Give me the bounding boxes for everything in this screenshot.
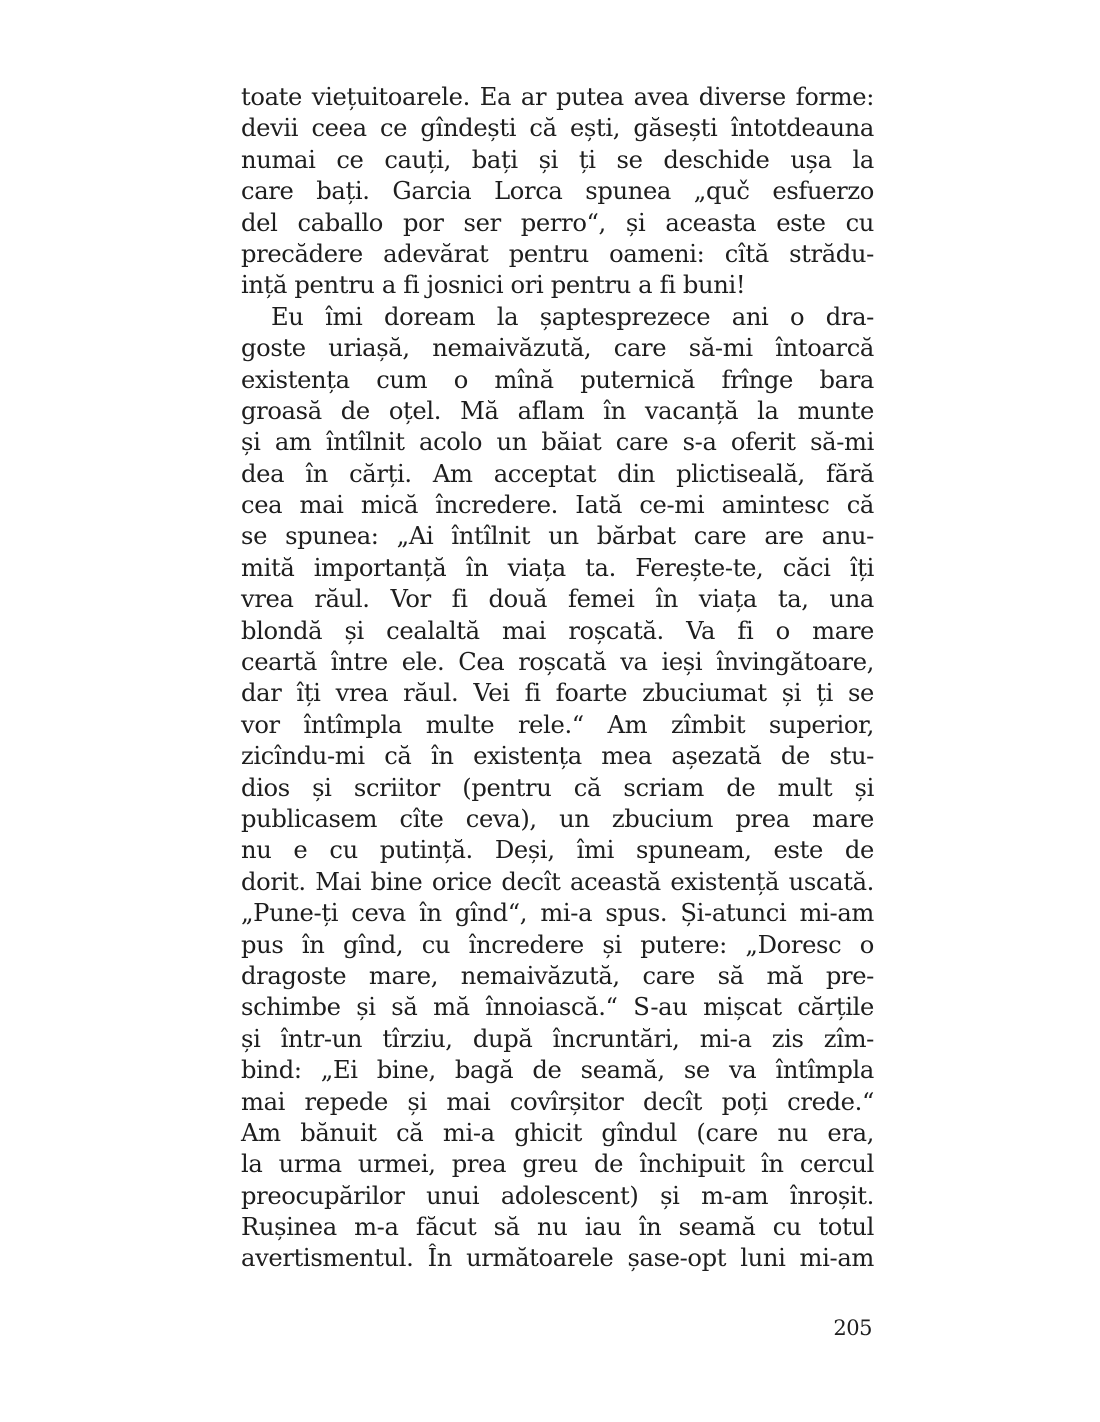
text-line: toate viețuitoarele. Ea ar putea avea diverse forme: [241,83,874,111]
text-line: publicasem cîte ceva), un zbucium prea mare [241,804,874,833]
text-line: devii ceea ce gîndești că ești, găsești întotdeauna [241,114,874,143]
text-line: precădere adevărat pentru oameni: cîtă strădu- [241,239,874,268]
paragraph [241,82,874,302]
text-line: Rușinea m-a făcut să nu iau în seamă cu totul [241,1213,874,1242]
text-line: nu e cu putință. Deși, îmi spuneam, este de [241,836,874,865]
text-line: Am bănuit că mi-a ghicit gîndul (care nu era, [241,1118,874,1147]
text-line: și am întîlnit acolo un băiat care s-a oferit să-mi [241,428,874,457]
paragraph [241,302,874,1275]
text-line: la urma urmei, prea greu de închipuit în cercul [241,1150,874,1179]
text-line: avertismentul. În următoarele șase-opt luni mi-am [241,1244,874,1273]
text-line: Eu îmi doream la șaptesprezece ani o dra- [271,302,874,331]
text-line: vrea răul. Vor fi două femei în viața ta, una [241,585,874,614]
text-line: blondă și cealaltă mai roșcată. Va fi o mare [241,616,874,645]
text-line: cea mai mică încredere. Iată ce-mi amintesc că [241,491,874,520]
text-line: pus în gînd, cu încredere și putere: „Doresc o [241,930,874,959]
text-line: ință pentru a fi josnici ori pentru a fi buni! [241,271,746,300]
text-line: goste uriașă, nemaivăzută, care să-mi întoarcă [241,334,874,363]
text-line: numai ce cauți, bați și ți se deschide ușa la [241,145,874,174]
body-text [241,82,874,1275]
text-line: vor întîmpla multe rele.“ Am zîmbit superior, [241,710,874,739]
text-line: care bați. Garcia Lorca spunea „quč esfuerzo [241,177,874,206]
text-line: mită importanță în viața ta. Ferește-te, căci îți [241,553,874,582]
text-line: mai repede și mai covîrșitor decît poți crede.“ [241,1087,874,1116]
text-line: groasă de oțel. Mă aflam în vacanță la munte [241,396,874,425]
page-number: 205 [833,1316,872,1340]
text-line: existența cum o mînă puternică frînge bara [241,365,874,394]
text-line: ceartă între ele. Cea roșcată va ieși învingătoare, [241,648,874,677]
text-line: dios și scriitor (pentru că scriam de mult și [241,773,874,802]
text-line: se spunea: „Ai întîlnit un bărbat care are anu- [241,522,874,551]
text-line: dea în cărți. Am acceptat din plictiseală, fără [241,459,874,488]
text-line: preocupărilor unui adolescent) și m-am înroșit. [241,1181,874,1210]
text-line: „Pune-ți ceva în gînd“, mi-a spus. Și-atunci mi-am [241,899,874,928]
text-line: dorit. Mai bine orice decît această existență uscată. [241,867,874,896]
text-line: bind: „Ei bine, bagă de seamă, se va întîmpla [241,1056,874,1085]
text-line: dragoste mare, nemaivăzută, care să mă pre- [241,961,874,990]
text-line: zicîndu-mi că în existența mea așezată de stu- [241,742,874,771]
text-line: del caballo por ser perro“, și aceasta este cu [241,208,874,237]
text-line: dar îți vrea răul. Vei fi foarte zbuciumat și ți se [241,679,874,708]
text-line: schimbe și să mă înnoiască.“ S-au mișcat cărțile [241,993,874,1022]
text-line: și într-un tîrziu, după încruntări, mi-a zis zîm- [241,1024,874,1053]
